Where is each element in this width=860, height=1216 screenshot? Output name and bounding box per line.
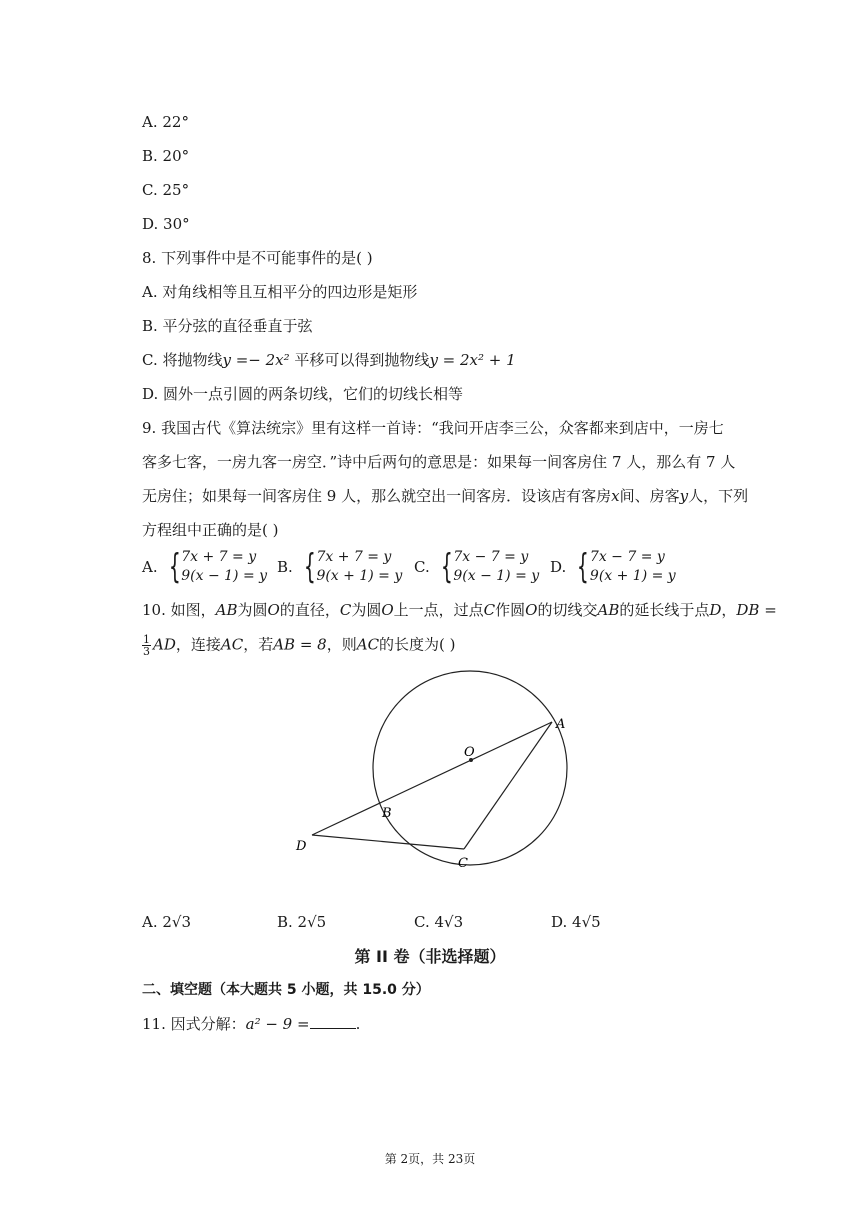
q9-line-2: 客多七客，一房九客一房空．”诗中后两句的意思是：如果每一间客房住 7 人，那么有 7 人 xyxy=(142,453,736,471)
math-db: DB = xyxy=(736,601,777,619)
answer-blank[interactable] xyxy=(310,1014,356,1029)
q10-option-c: C. 4√3 xyxy=(414,913,464,931)
segment-da xyxy=(312,722,552,835)
text: 的长度为( ) xyxy=(379,635,456,654)
equation: 7x − 7 = y xyxy=(453,549,529,565)
q9-option-b xyxy=(277,548,402,586)
equation: 9(x + 1) = y xyxy=(589,568,676,584)
q10-option-d: D. 4√5 xyxy=(551,913,601,931)
q9-line-4: 方程组中正确的是( ) xyxy=(142,521,279,539)
math-ab: AB xyxy=(597,601,620,619)
math-ab: AB xyxy=(215,601,238,619)
equation: 7x + 7 = y xyxy=(316,549,392,565)
circle-o xyxy=(373,671,567,865)
text: 的直径， xyxy=(279,601,340,619)
q11-prefix: 11. 因式分解： xyxy=(142,1015,246,1033)
label-b: B xyxy=(382,806,392,821)
math-ad: AD xyxy=(153,635,176,654)
q10-geometry-figure xyxy=(290,668,590,878)
q8-expr-2: y = 2x² + 1 xyxy=(429,351,516,369)
equation: 7x + 7 = y xyxy=(181,549,257,565)
equation: 9(x + 1) = y xyxy=(316,568,403,584)
q9-var-x: x xyxy=(611,487,620,505)
equation-system xyxy=(181,548,267,586)
q9-line-3c: 人，下列 xyxy=(688,487,749,505)
equation-system xyxy=(590,548,676,586)
q7-option-a: A. 22° xyxy=(142,113,189,131)
q9-options xyxy=(142,548,702,588)
segment-ac xyxy=(464,722,552,849)
text: 的延长线于点 xyxy=(619,601,710,619)
q7-option-b: B. 20° xyxy=(142,147,190,165)
q9-option-c xyxy=(414,548,539,586)
text: 的切线交 xyxy=(537,601,598,619)
label-o: O xyxy=(464,745,475,760)
math-d: D xyxy=(709,601,722,619)
q9-line-3a: 无房住；如果每一间客房住 9 人，那么就空出一间客房．设该店有客房 xyxy=(142,487,612,505)
fraction-numerator: 1 xyxy=(143,633,150,646)
equation: 7x − 7 = y xyxy=(589,549,665,565)
q8-option-a: A. 对角线相等且互相平分的四边形是矩形 xyxy=(142,283,418,301)
q9-var-y: y xyxy=(679,487,689,505)
label-a: A xyxy=(556,717,566,732)
option-label: D. xyxy=(550,558,567,576)
equation: 9(x − 1) = y xyxy=(453,568,540,584)
equation: 9(x − 1) = y xyxy=(181,568,268,584)
text: 为圆 xyxy=(237,601,268,619)
q8-option-d: D. 圆外一点引圆的两条切线，它们的切线长相等 xyxy=(142,385,464,403)
fraction-denominator: 3 xyxy=(143,645,150,658)
fraction xyxy=(142,634,151,657)
math-o: O xyxy=(267,601,280,619)
q9-line-3 xyxy=(142,486,748,506)
q9-line-1: 9. 我国古代《算法统宗》里有这样一首诗：“我问开店李三公，众客都来到店中，一房七 xyxy=(142,419,724,437)
q8-expr-1: y =− 2x² xyxy=(222,351,295,369)
label-d: D xyxy=(296,839,307,854)
brace-icon: { xyxy=(440,547,453,587)
q11-expr: a² − 9 = xyxy=(245,1015,310,1033)
text: ，若 xyxy=(243,635,274,654)
q8-option-b: B. 平分弦的直径垂直于弦 xyxy=(142,317,313,335)
part2-heading: 二、填空题（本大题共 5 小题，共 15.0 分） xyxy=(142,982,430,998)
q7-option-c: C. 25° xyxy=(142,181,190,199)
text: 作圆 xyxy=(495,601,526,619)
math-ac: AC xyxy=(356,635,380,654)
text: ， xyxy=(721,601,737,619)
label-c: C xyxy=(458,856,468,871)
math-ab-8: AB = 8 xyxy=(273,635,327,654)
q10-line-1 xyxy=(142,600,777,620)
q8-option-c xyxy=(142,350,516,370)
q8-stem: 8. 下列事件中是不可能事件的是( ) xyxy=(142,249,373,267)
q8-option-c-mid: 平移可以得到抛物线 xyxy=(294,351,430,369)
text: 10. 如图， xyxy=(142,601,216,619)
q9-option-d xyxy=(550,548,676,586)
math-o: O xyxy=(381,601,394,619)
q9-option-a xyxy=(142,548,267,586)
equation-system xyxy=(316,548,402,586)
math-o: O xyxy=(525,601,538,619)
brace-icon: { xyxy=(168,547,181,587)
q10-option-b: B. 2√5 xyxy=(277,913,327,931)
text: ，连接 xyxy=(175,635,221,654)
section-title: 第 II 卷（非选择题） xyxy=(354,947,506,966)
option-label: B. xyxy=(277,558,293,576)
brace-icon: { xyxy=(303,547,316,587)
option-label: C. xyxy=(414,558,430,576)
math-ac: AC xyxy=(220,635,244,654)
equation-system xyxy=(453,548,539,586)
q9-line-3b: 间、房客 xyxy=(619,487,680,505)
text: 为圆 xyxy=(351,601,382,619)
page-footer: 第 2页，共 23页 xyxy=(384,1152,476,1166)
brace-icon: { xyxy=(577,547,590,587)
segment-dc xyxy=(312,835,464,849)
math-c: C xyxy=(339,601,352,619)
q10-line-2 xyxy=(142,634,456,657)
q8-option-c-prefix: C. 将抛物线 xyxy=(142,351,223,369)
text: ，则 xyxy=(326,635,357,654)
q11 xyxy=(142,1014,360,1034)
q7-option-d: D. 30° xyxy=(142,215,190,233)
text: 上一点，过点 xyxy=(393,601,484,619)
q10-option-a: A. 2√3 xyxy=(142,913,192,931)
q11-suffix: . xyxy=(355,1015,361,1033)
option-label: A. xyxy=(142,558,158,576)
math-c: C xyxy=(483,601,496,619)
